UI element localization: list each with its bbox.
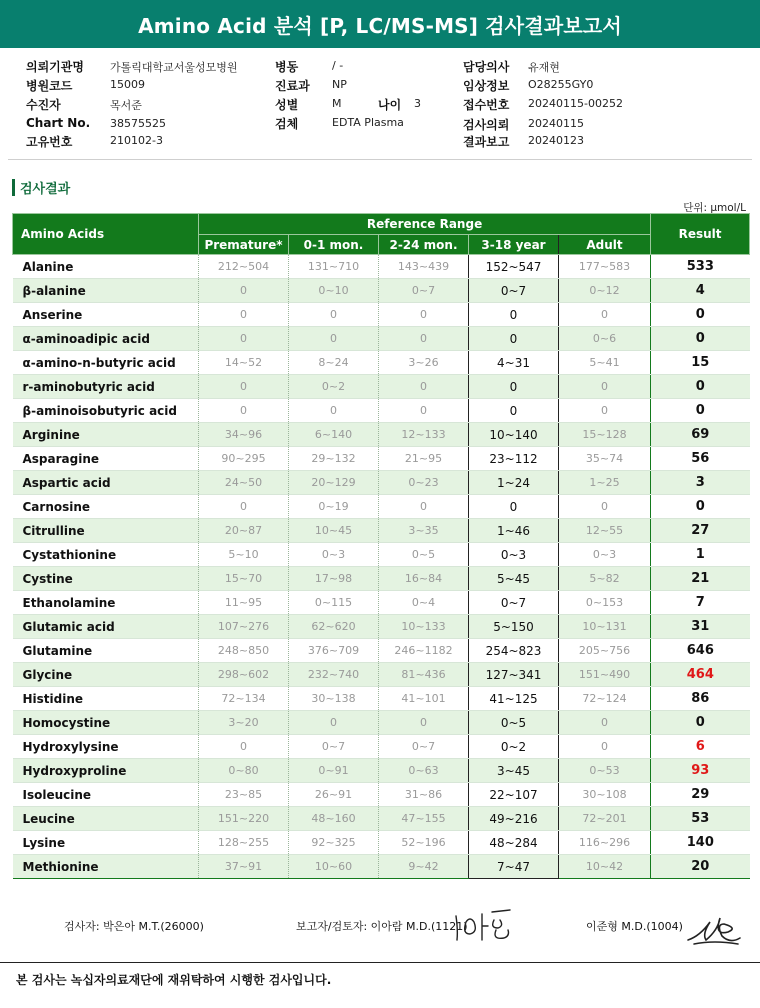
reference-range-cell: 0~23 (379, 471, 469, 495)
result-value: 0 (651, 711, 750, 735)
reference-range-cell: 0 (199, 327, 289, 351)
table-row (13, 735, 750, 759)
reference-range-cell: 0 (199, 399, 289, 423)
request-date-label: 검사의뢰 (463, 118, 510, 132)
reference-range-cell: 52~196 (379, 831, 469, 855)
reference-range-cell: 0~12 (559, 279, 651, 303)
reference-range-cell-highlighted: 0~3 (469, 543, 559, 567)
reference-range-cell: 48~160 (289, 807, 379, 831)
reference-range-cell-highlighted: 22~107 (469, 783, 559, 807)
reference-range-cell: 116~296 (559, 831, 651, 855)
table-row (13, 639, 750, 663)
results-body (13, 255, 750, 879)
table-row (13, 807, 750, 831)
reference-range-cell-highlighted: 48~284 (469, 831, 559, 855)
table-row (13, 495, 750, 519)
request-date-value: 20240115 (528, 117, 584, 130)
amino-acid-name: Ethanolamine (13, 591, 199, 615)
reference-range-cell: 37~91 (199, 855, 289, 879)
table-row (13, 615, 750, 639)
result-value: 27 (651, 519, 750, 543)
reference-range-cell: 16~84 (379, 567, 469, 591)
hospital-code-label: 병원코드 (26, 79, 73, 93)
amino-acid-name: Citrulline (13, 519, 199, 543)
reference-range-cell: 205~756 (559, 639, 651, 663)
amino-acid-name: α-amino-n-butyric acid (13, 351, 199, 375)
amino-acid-name: α-aminoadipic acid (13, 327, 199, 351)
doctor-label: 담당의사 (463, 60, 510, 74)
table-row (13, 327, 750, 351)
reference-range-cell: 3~26 (379, 351, 469, 375)
signature-row (0, 914, 760, 954)
result-value: 0 (651, 327, 750, 351)
chart-no-label: Chart No. (26, 116, 91, 130)
reference-range-cell-highlighted: 5~45 (469, 567, 559, 591)
result-value: 3 (651, 471, 750, 495)
reference-range-cell: 10~45 (289, 519, 379, 543)
reference-range-cell-highlighted: 0~7 (469, 591, 559, 615)
reference-range-cell: 21~95 (379, 447, 469, 471)
table-row (13, 711, 750, 735)
result-value: 31 (651, 615, 750, 639)
reference-range-cell-highlighted: 0 (469, 303, 559, 327)
reference-range-cell: 151~490 (559, 663, 651, 687)
reference-range-cell: 20~129 (289, 471, 379, 495)
section-bar (12, 179, 15, 196)
report-date-value: 20240123 (528, 134, 584, 147)
reference-range-cell-highlighted: 1~24 (469, 471, 559, 495)
table-row (13, 375, 750, 399)
report-title: Amino Acid 분석 [P, LC/MS-MS] 검사결과보고서 (0, 0, 760, 48)
reference-range-cell: 31~86 (379, 783, 469, 807)
reference-range-cell: 30~108 (559, 783, 651, 807)
result-value: 533 (651, 255, 750, 279)
result-value: 86 (651, 687, 750, 711)
reference-range-cell: 26~91 (289, 783, 379, 807)
reference-range-cell: 246~1182 (379, 639, 469, 663)
amino-acid-name: Leucine (13, 807, 199, 831)
table-row (13, 687, 750, 711)
reference-range-cell: 298~602 (199, 663, 289, 687)
reference-range-cell: 0 (289, 327, 379, 351)
department-value: NP (332, 78, 347, 91)
chart-no-value: 38575525 (110, 117, 166, 130)
unique-no-value: 210102-3 (110, 134, 163, 147)
ward-value: / - (332, 59, 344, 72)
reference-range-cell: 0~10 (289, 279, 379, 303)
amino-acid-name: Histidine (13, 687, 199, 711)
unique-no-label: 고유번호 (26, 135, 73, 149)
reference-range-cell-highlighted: 254~823 (469, 639, 559, 663)
result-value: 1 (651, 543, 750, 567)
amino-acid-name: Lysine (13, 831, 199, 855)
reference-range-cell: 3~35 (379, 519, 469, 543)
amino-acid-name: Glycine (13, 663, 199, 687)
receipt-no-label: 접수번호 (463, 98, 510, 112)
reference-range-cell: 72~134 (199, 687, 289, 711)
table-row (13, 519, 750, 543)
reporter-signature: 보고자/검토자: 이아람 M.D.(1121) (296, 920, 468, 933)
reference-range-cell: 20~87 (199, 519, 289, 543)
reference-range-cell-highlighted: 0 (469, 375, 559, 399)
age-group-header: Adult (559, 235, 651, 255)
reference-range-cell: 0~91 (289, 759, 379, 783)
reference-range-cell: 0~5 (379, 543, 469, 567)
reference-range-cell: 0 (199, 375, 289, 399)
section-title: 검사결과 (20, 182, 71, 197)
reference-range-cell: 29~132 (289, 447, 379, 471)
table-row (13, 303, 750, 327)
reference-range-cell: 0~6 (559, 327, 651, 351)
reference-range-cell: 9~42 (379, 855, 469, 879)
reference-range-cell: 0 (379, 303, 469, 327)
reference-range-cell: 81~436 (379, 663, 469, 687)
reference-range-cell: 131~710 (289, 255, 379, 279)
table-row (13, 543, 750, 567)
reference-range-cell: 0 (289, 303, 379, 327)
reference-range-cell-highlighted: 152~547 (469, 255, 559, 279)
department-label: 진료과 (275, 79, 310, 93)
result-value: 29 (651, 783, 750, 807)
reference-range-cell: 0 (559, 375, 651, 399)
amino-acid-name: Alanine (13, 255, 199, 279)
age-value: 3 (414, 97, 421, 110)
amino-acid-name: Cystine (13, 567, 199, 591)
reference-range-cell: 0 (199, 495, 289, 519)
specimen-value: EDTA Plasma (332, 116, 404, 129)
reference-range-header: Reference Range (199, 214, 651, 235)
reference-range-cell-highlighted: 0~5 (469, 711, 559, 735)
reference-range-cell: 10~131 (559, 615, 651, 639)
reference-range-cell: 90~295 (199, 447, 289, 471)
table-row (13, 663, 750, 687)
amino-acid-name: Homocystine (13, 711, 199, 735)
amino-acid-name: Cystathionine (13, 543, 199, 567)
reference-range-cell: 0~7 (289, 735, 379, 759)
report-date-label: 결과보고 (463, 135, 510, 149)
reference-range-cell: 0 (289, 711, 379, 735)
amino-acid-name: Hydroxyproline (13, 759, 199, 783)
clinical-info-value: O28255GY0 (528, 78, 594, 91)
reference-range-cell: 15~70 (199, 567, 289, 591)
specimen-label: 검체 (275, 117, 299, 131)
reference-range-cell: 0~19 (289, 495, 379, 519)
amino-acid-name: β-alanine (13, 279, 199, 303)
table-row (13, 783, 750, 807)
age-group-header-highlighted: 3-18 year (469, 235, 559, 255)
age-label: 나이 (378, 98, 402, 112)
reference-range-cell: 0 (199, 735, 289, 759)
result-value: 53 (651, 807, 750, 831)
reference-range-cell: 35~74 (559, 447, 651, 471)
ward-label: 병동 (275, 60, 299, 74)
reference-range-cell: 23~85 (199, 783, 289, 807)
table-row (13, 591, 750, 615)
table-row (13, 567, 750, 591)
reference-range-cell: 0~2 (289, 375, 379, 399)
unit-label: 단위: μmol/L (683, 202, 746, 214)
result-value: 0 (651, 399, 750, 423)
result-value: 0 (651, 495, 750, 519)
amino-acid-name: β-aminoisobutyric acid (13, 399, 199, 423)
result-value: 21 (651, 567, 750, 591)
table-row (13, 759, 750, 783)
reference-range-cell: 0 (289, 399, 379, 423)
reference-range-cell: 151~220 (199, 807, 289, 831)
table-row (13, 255, 750, 279)
reference-range-cell: 41~101 (379, 687, 469, 711)
director-handwritten-signature-icon (684, 910, 744, 950)
table-row (13, 447, 750, 471)
reference-range-cell: 47~155 (379, 807, 469, 831)
reference-range-cell: 0 (379, 495, 469, 519)
reference-range-cell: 0~153 (559, 591, 651, 615)
amino-acid-name: Anserine (13, 303, 199, 327)
reference-range-cell-highlighted: 0~7 (469, 279, 559, 303)
reference-range-cell: 92~325 (289, 831, 379, 855)
reference-range-cell: 0 (199, 303, 289, 327)
result-value: 20 (651, 855, 750, 879)
reference-range-cell: 0 (379, 375, 469, 399)
reference-range-cell: 12~133 (379, 423, 469, 447)
reporter-handwritten-signature-icon (452, 906, 522, 946)
result-value: 4 (651, 279, 750, 303)
age-group-header: Premature* (199, 235, 289, 255)
result-value: 6 (651, 735, 750, 759)
reference-range-cell: 5~10 (199, 543, 289, 567)
reference-range-cell: 0 (199, 279, 289, 303)
result-value: 93 (651, 759, 750, 783)
tester-signature: 검사자: 박은아 M.T.(26000) (64, 920, 204, 933)
reference-range-cell-highlighted: 0 (469, 399, 559, 423)
result-value: 7 (651, 591, 750, 615)
reference-range-cell: 0 (559, 495, 651, 519)
reference-range-cell: 30~138 (289, 687, 379, 711)
institution-value: 가톨릭대학교서울성모병원 (110, 61, 238, 74)
reference-range-cell: 0~53 (559, 759, 651, 783)
reference-range-cell: 10~60 (289, 855, 379, 879)
reference-range-cell-highlighted: 41~125 (469, 687, 559, 711)
result-value: 56 (651, 447, 750, 471)
reference-range-cell: 0~3 (559, 543, 651, 567)
sex-value: M (332, 97, 342, 110)
reference-range-cell: 1~25 (559, 471, 651, 495)
reference-range-cell-highlighted: 127~341 (469, 663, 559, 687)
reference-range-cell: 34~96 (199, 423, 289, 447)
amino-acid-name: Glutamic acid (13, 615, 199, 639)
info-divider (8, 159, 752, 160)
amino-acids-header: Amino Acids (13, 214, 199, 255)
reference-range-cell: 0~115 (289, 591, 379, 615)
section-heading (12, 178, 70, 197)
reference-range-cell: 17~98 (289, 567, 379, 591)
examinee-label: 수진자 (26, 98, 61, 112)
reference-range-cell-highlighted: 0 (469, 495, 559, 519)
reference-range-cell: 232~740 (289, 663, 379, 687)
reference-range-cell: 8~24 (289, 351, 379, 375)
reference-range-cell: 0 (379, 399, 469, 423)
sex-label: 성별 (275, 98, 299, 112)
receipt-no-value: 20240115-00252 (528, 97, 623, 110)
doctor-value: 유재현 (528, 61, 560, 74)
reference-range-cell-highlighted: 5~150 (469, 615, 559, 639)
reference-range-cell-highlighted: 0 (469, 327, 559, 351)
reference-range-cell: 6~140 (289, 423, 379, 447)
reference-range-cell: 12~55 (559, 519, 651, 543)
amino-acid-name: Isoleucine (13, 783, 199, 807)
reference-range-cell: 11~95 (199, 591, 289, 615)
table-row (13, 471, 750, 495)
amino-acid-name: Carnosine (13, 495, 199, 519)
table-row (13, 855, 750, 879)
reference-range-cell-highlighted: 10~140 (469, 423, 559, 447)
reference-range-cell-highlighted: 49~216 (469, 807, 559, 831)
table-row (13, 279, 750, 303)
reference-range-cell: 72~201 (559, 807, 651, 831)
reference-range-cell: 0 (379, 711, 469, 735)
reference-range-cell: 212~504 (199, 255, 289, 279)
reference-range-cell: 62~620 (289, 615, 379, 639)
reference-range-cell: 5~41 (559, 351, 651, 375)
reference-range-cell-highlighted: 7~47 (469, 855, 559, 879)
reference-range-cell: 10~42 (559, 855, 651, 879)
age-group-header: 0-1 mon. (289, 235, 379, 255)
reference-range-cell-highlighted: 3~45 (469, 759, 559, 783)
reference-range-cell: 0 (379, 327, 469, 351)
result-value: 0 (651, 375, 750, 399)
reference-range-cell: 3~20 (199, 711, 289, 735)
reference-range-cell: 177~583 (559, 255, 651, 279)
reference-range-cell: 0~3 (289, 543, 379, 567)
table-row (13, 831, 750, 855)
reference-range-cell: 24~50 (199, 471, 289, 495)
footer-note: 본 검사는 녹십자의료재단에 재위탁하여 시행한 검사입니다. (16, 973, 332, 987)
reference-range-cell-highlighted: 23~112 (469, 447, 559, 471)
reference-range-cell: 248~850 (199, 639, 289, 663)
patient-info (0, 55, 760, 155)
examinee-value: 목서준 (110, 99, 142, 112)
reference-range-cell: 72~124 (559, 687, 651, 711)
clinical-info-label: 임상정보 (463, 79, 510, 93)
reference-range-cell: 107~276 (199, 615, 289, 639)
hospital-code-value: 15009 (110, 78, 145, 91)
reference-range-cell: 376~709 (289, 639, 379, 663)
amino-acid-name: Methionine (13, 855, 199, 879)
reference-range-cell-highlighted: 1~46 (469, 519, 559, 543)
result-value: 140 (651, 831, 750, 855)
reference-range-cell-highlighted: 0~2 (469, 735, 559, 759)
reference-range-cell: 143~439 (379, 255, 469, 279)
reference-range-cell: 5~82 (559, 567, 651, 591)
result-value: 646 (651, 639, 750, 663)
amino-acid-name: Aspartic acid (13, 471, 199, 495)
amino-acid-name: Hydroxylysine (13, 735, 199, 759)
reference-range-cell: 15~128 (559, 423, 651, 447)
result-value: 69 (651, 423, 750, 447)
institution-label: 의뢰기관명 (26, 60, 84, 74)
reference-range-cell: 10~133 (379, 615, 469, 639)
director-signature: 이준형 M.D.(1004) (586, 920, 683, 933)
results-table (12, 213, 750, 879)
footer-divider (0, 962, 760, 963)
reference-range-cell-highlighted: 4~31 (469, 351, 559, 375)
reference-range-cell: 0~7 (379, 279, 469, 303)
reference-range-cell: 0 (559, 735, 651, 759)
reference-range-cell: 14~52 (199, 351, 289, 375)
amino-acid-name: Glutamine (13, 639, 199, 663)
result-value: 0 (651, 303, 750, 327)
reference-range-cell: 0 (559, 303, 651, 327)
amino-acid-name: Asparagine (13, 447, 199, 471)
table-row (13, 351, 750, 375)
reference-range-cell: 0~63 (379, 759, 469, 783)
age-group-header: 2-24 mon. (379, 235, 469, 255)
reference-range-cell: 0 (559, 711, 651, 735)
reference-range-cell: 128~255 (199, 831, 289, 855)
reference-range-cell: 0 (559, 399, 651, 423)
amino-acid-name: Arginine (13, 423, 199, 447)
table-row (13, 399, 750, 423)
result-header: Result (651, 214, 750, 255)
result-value: 464 (651, 663, 750, 687)
amino-acid-name: r-aminobutyric acid (13, 375, 199, 399)
reference-range-cell: 0~7 (379, 735, 469, 759)
reference-range-cell: 0~4 (379, 591, 469, 615)
table-row (13, 423, 750, 447)
reference-range-cell: 0~80 (199, 759, 289, 783)
result-value: 15 (651, 351, 750, 375)
